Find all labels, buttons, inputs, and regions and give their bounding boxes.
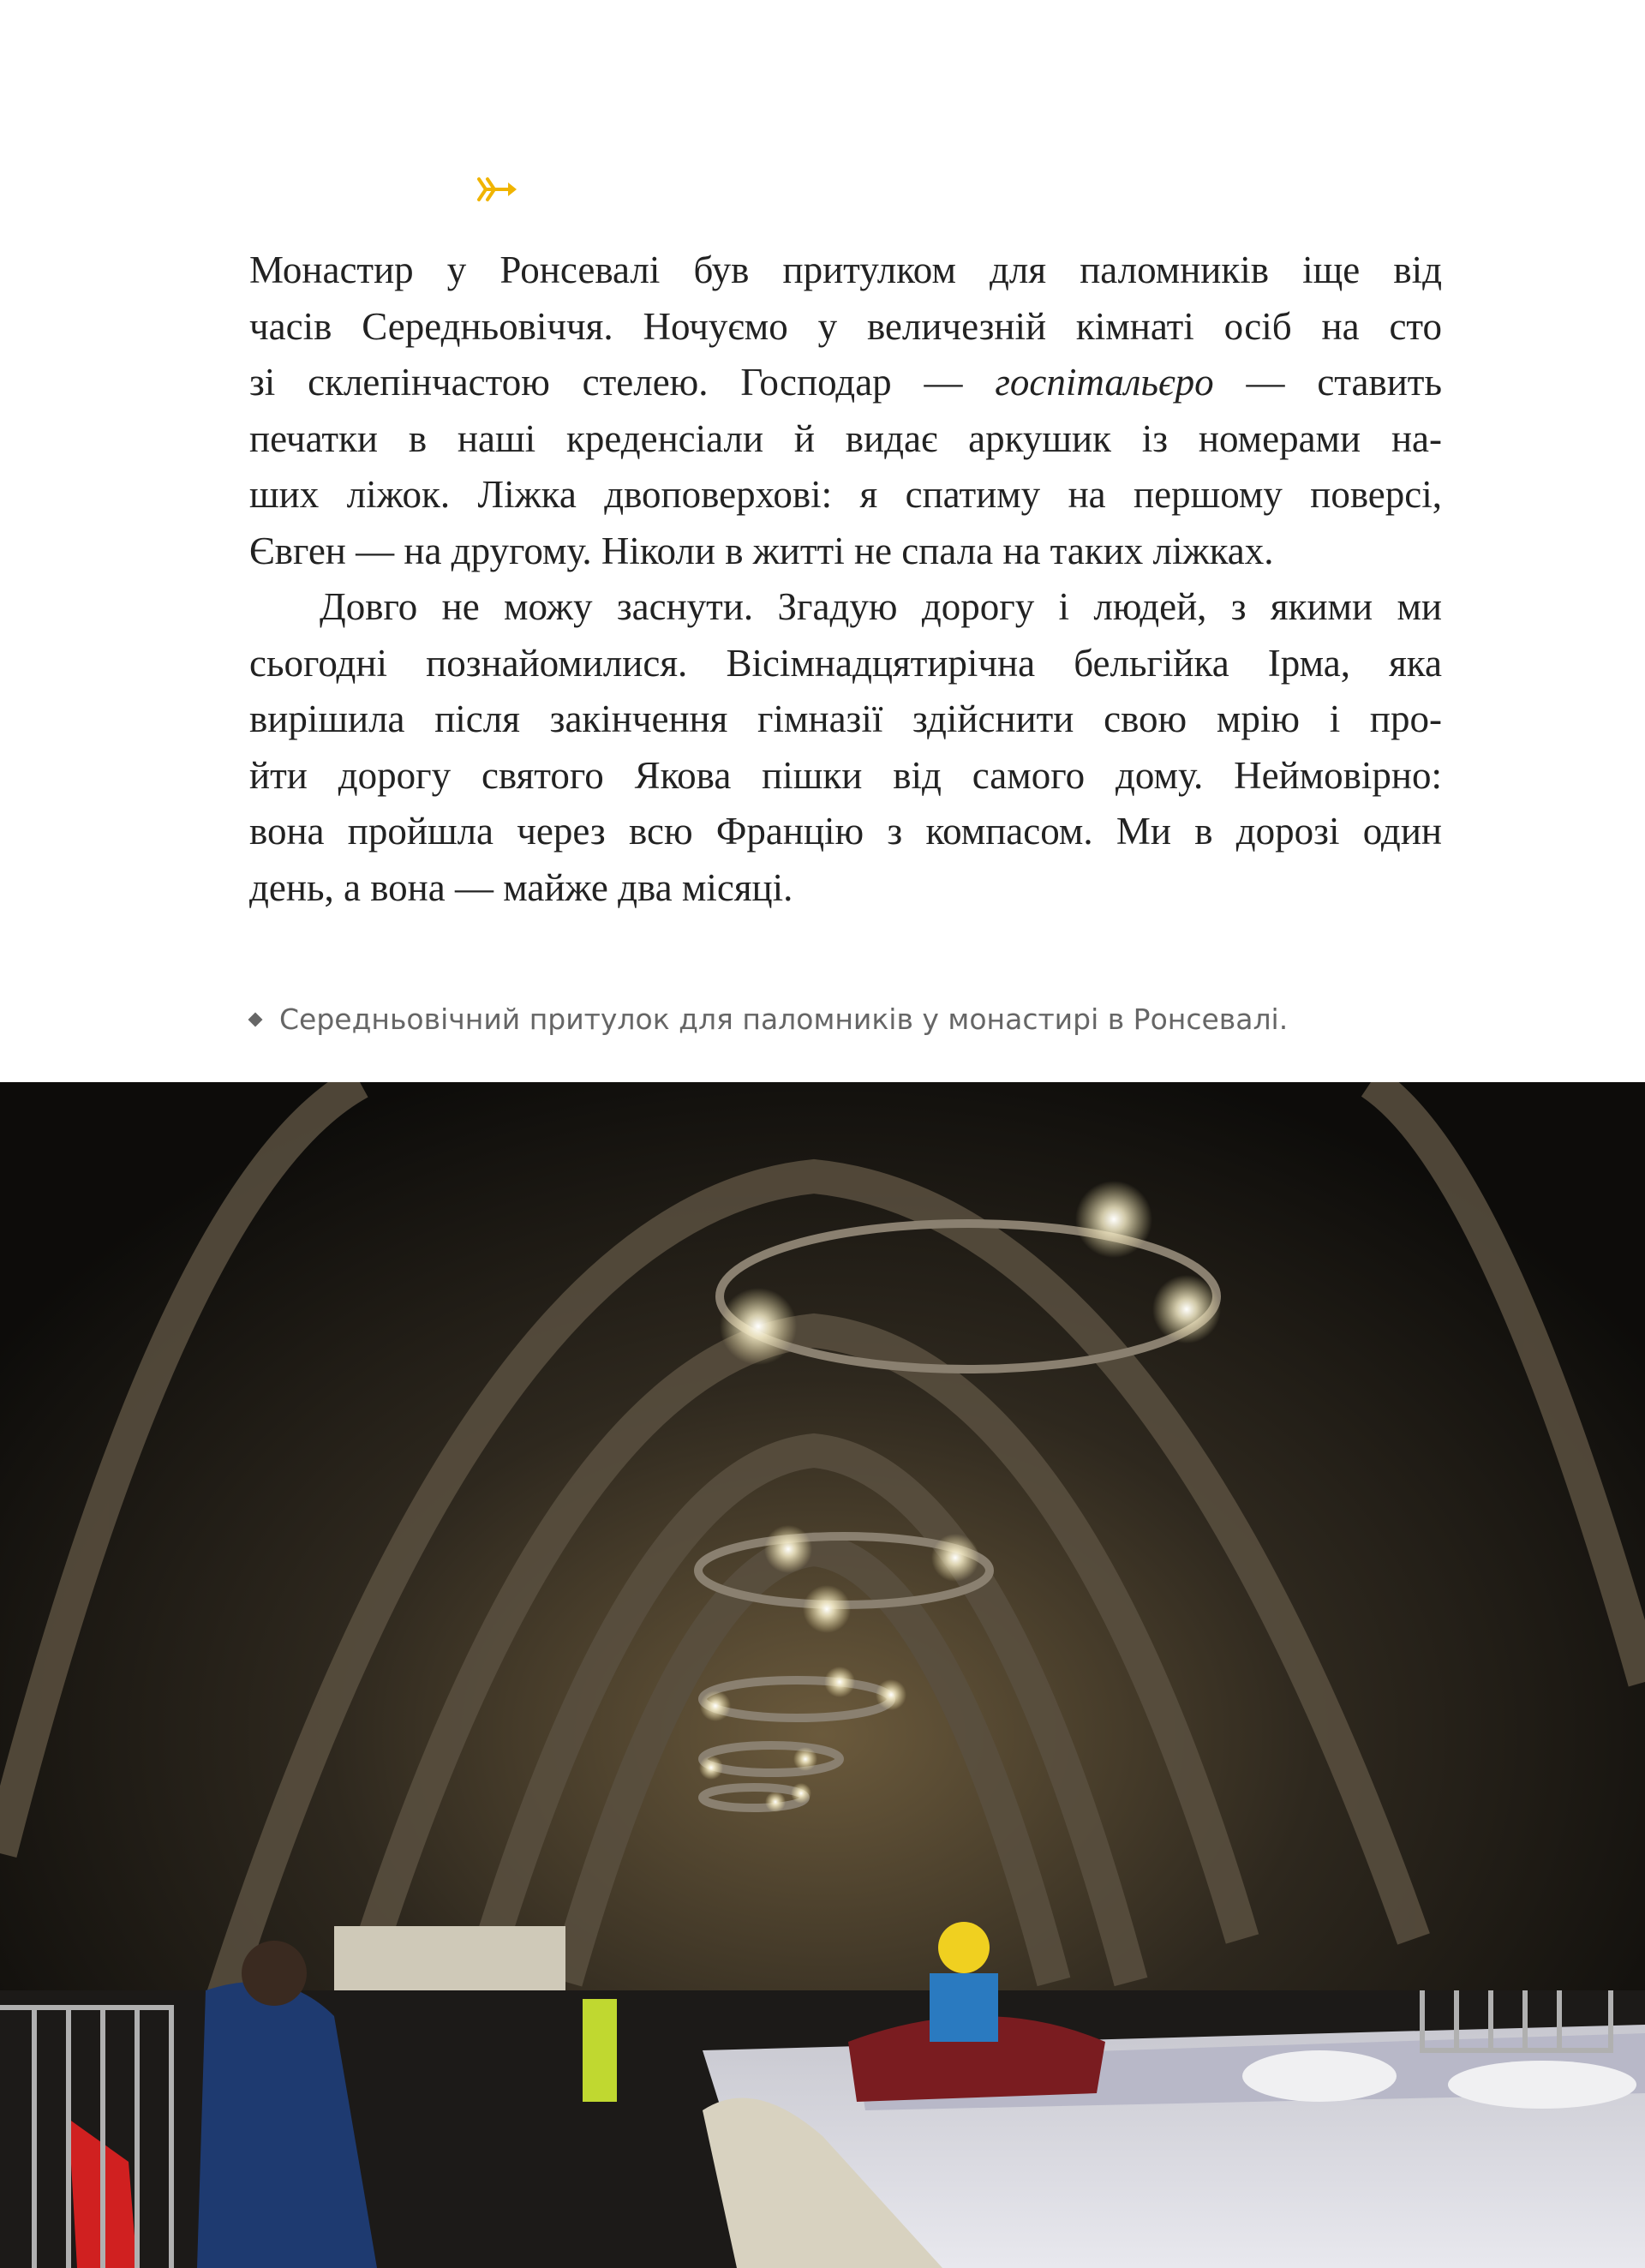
text-line: Монастир у Ронсевалі був притулком для паломників іще від — [249, 248, 1442, 291]
text-segment: — ставить — [1213, 361, 1442, 404]
text-line: ших ліжок. Ліжка двоповерхові: я спатиму на першому поверсі, — [249, 473, 1442, 516]
paragraph-1 — [249, 242, 1442, 579]
text-line — [249, 355, 1442, 411]
photo-caption — [250, 1002, 1288, 1036]
text-line: печатки в наші креденсіали й видає аркушик із номерами на- — [249, 416, 1442, 460]
text-line: день, а вона — майже два місяці. — [249, 865, 793, 909]
double-chevron-arrow-icon — [476, 174, 518, 205]
text-line: йти дорогу святого Якова пішки від самого дому. Неймовірно: — [249, 753, 1442, 797]
text-segment: зі склепінчастою стелею. Господар — — [249, 361, 996, 404]
text-line: сьогодні познайомилися. Вісімнадцятирічна бельгійка Ірма, яка — [249, 641, 1442, 685]
italic-term: госпітальєро — [995, 361, 1214, 404]
diamond-bullet-icon — [248, 1012, 263, 1026]
paragraph-2 — [249, 579, 1442, 916]
text-line: вирішила після закінчення гімназії здійснити свою мрію і про- — [249, 697, 1442, 740]
text-line: вона пройшла через всю Францію з компасом. Ми в дорозі один — [249, 810, 1442, 853]
caption-text: Середньовічний притулок для паломників у монастирі в Ронсевалі. — [279, 1002, 1289, 1036]
text-line: Євген — на другому. Ніколи в житті не спала на таких ліжках. — [249, 529, 1274, 572]
text-line: Довго не можу заснути. Згадую дорогу і людей, з якими ми — [320, 585, 1442, 628]
body-text — [249, 242, 1442, 916]
monastery-hall-photo — [0, 1082, 1645, 2268]
text-line: часів Середньовіччя. Ночуємо у величезній кімнаті осіб на сто — [249, 304, 1442, 348]
